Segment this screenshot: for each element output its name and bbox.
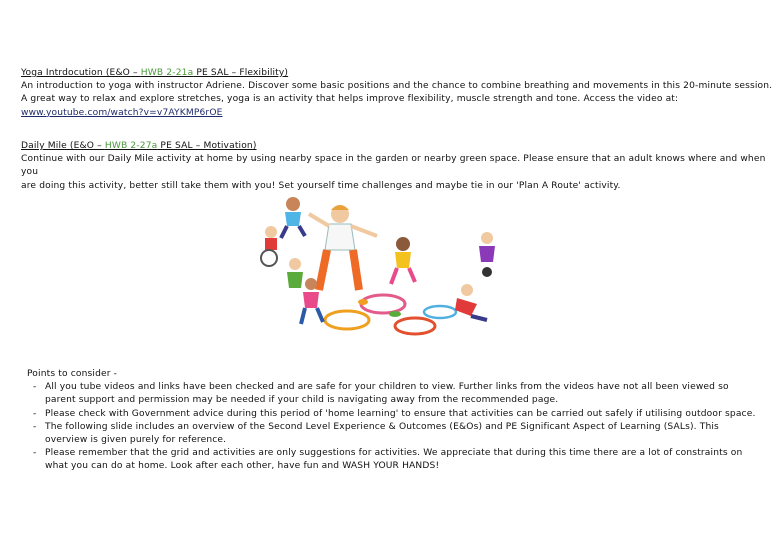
points-to-consider (27, 368, 762, 474)
point-text: The following slide includes an overview of the Second Level Experience & Outcomes (E&Os) and PE Significant Aspect of Learning (SALs). This overview is given purely for reference. (45, 421, 719, 446)
daily-mile-title-rest: PE SAL – Motivation) (157, 141, 257, 151)
point-text: Please check with Government advice during this period of 'home learning' to ensure that activities can be carried out safely if utilising outdoor space. (45, 408, 756, 419)
bullet-dash: - (33, 448, 37, 459)
yoga-title-rest: PE SAL – Flexibility) (193, 68, 289, 78)
daily-mile-heading (21, 140, 776, 153)
point-item (27, 381, 762, 407)
yoga-section (21, 67, 776, 120)
point-text: Please remember that the grid and activities are only suggestions for activities. We appreciate that during this time there are a lot of constraints on what you can do at home. Look after each other, have fun and WASH YOUR HANDS! (45, 448, 743, 472)
yoga-video-link[interactable]: www.youtube.com/watch?v=v7AYKMP6rOE (21, 107, 223, 118)
point-text: All you tube videos and links have been checked and are safe for your children to view. Further links from the videos have not all been viewed so parent support and permission may be needed if your child is navigating away from the recommended page. (45, 382, 729, 406)
bullet-dash: - (33, 382, 37, 393)
daily-mile-section (21, 140, 776, 193)
daily-mile-outcome-code: HWB 2-27a (104, 141, 158, 151)
daily-mile-title: Daily Mile (E&O – (21, 141, 105, 151)
points-heading: Points to consider - (27, 369, 118, 379)
yoga-title: Yoga Intrdocution (E&O – (21, 68, 141, 78)
yoga-outcome-code: HWB 2-21a (140, 68, 194, 78)
point-item (27, 408, 762, 421)
yoga-description-line2: A great way to relax and explore stretches, yoga is an activity that helps improve flexibility, muscle strength and tone. Access the video at: (21, 94, 679, 105)
point-item (27, 447, 762, 473)
daily-mile-description-line1: Continue with our Daily Mile activity at home by using nearby space in the garden or nearby green space. Please ensure that an adult knows where and when you (21, 154, 766, 178)
yoga-description-line1: An introduction to yoga with instructor Adriene. Discover some basic positions and the chance to combine breathing and movements in this 20-minute session. (21, 81, 773, 92)
yoga-heading (21, 67, 776, 80)
children-exercising-illustration (255, 192, 505, 344)
point-item (27, 421, 762, 447)
bullet-dash: - (33, 408, 37, 419)
bullet-dash: - (33, 421, 37, 432)
daily-mile-description-line2: are doing this activity, better still take them with you! Set yourself time challenges and maybe tie in our 'Plan A Route' activity. (21, 180, 621, 191)
